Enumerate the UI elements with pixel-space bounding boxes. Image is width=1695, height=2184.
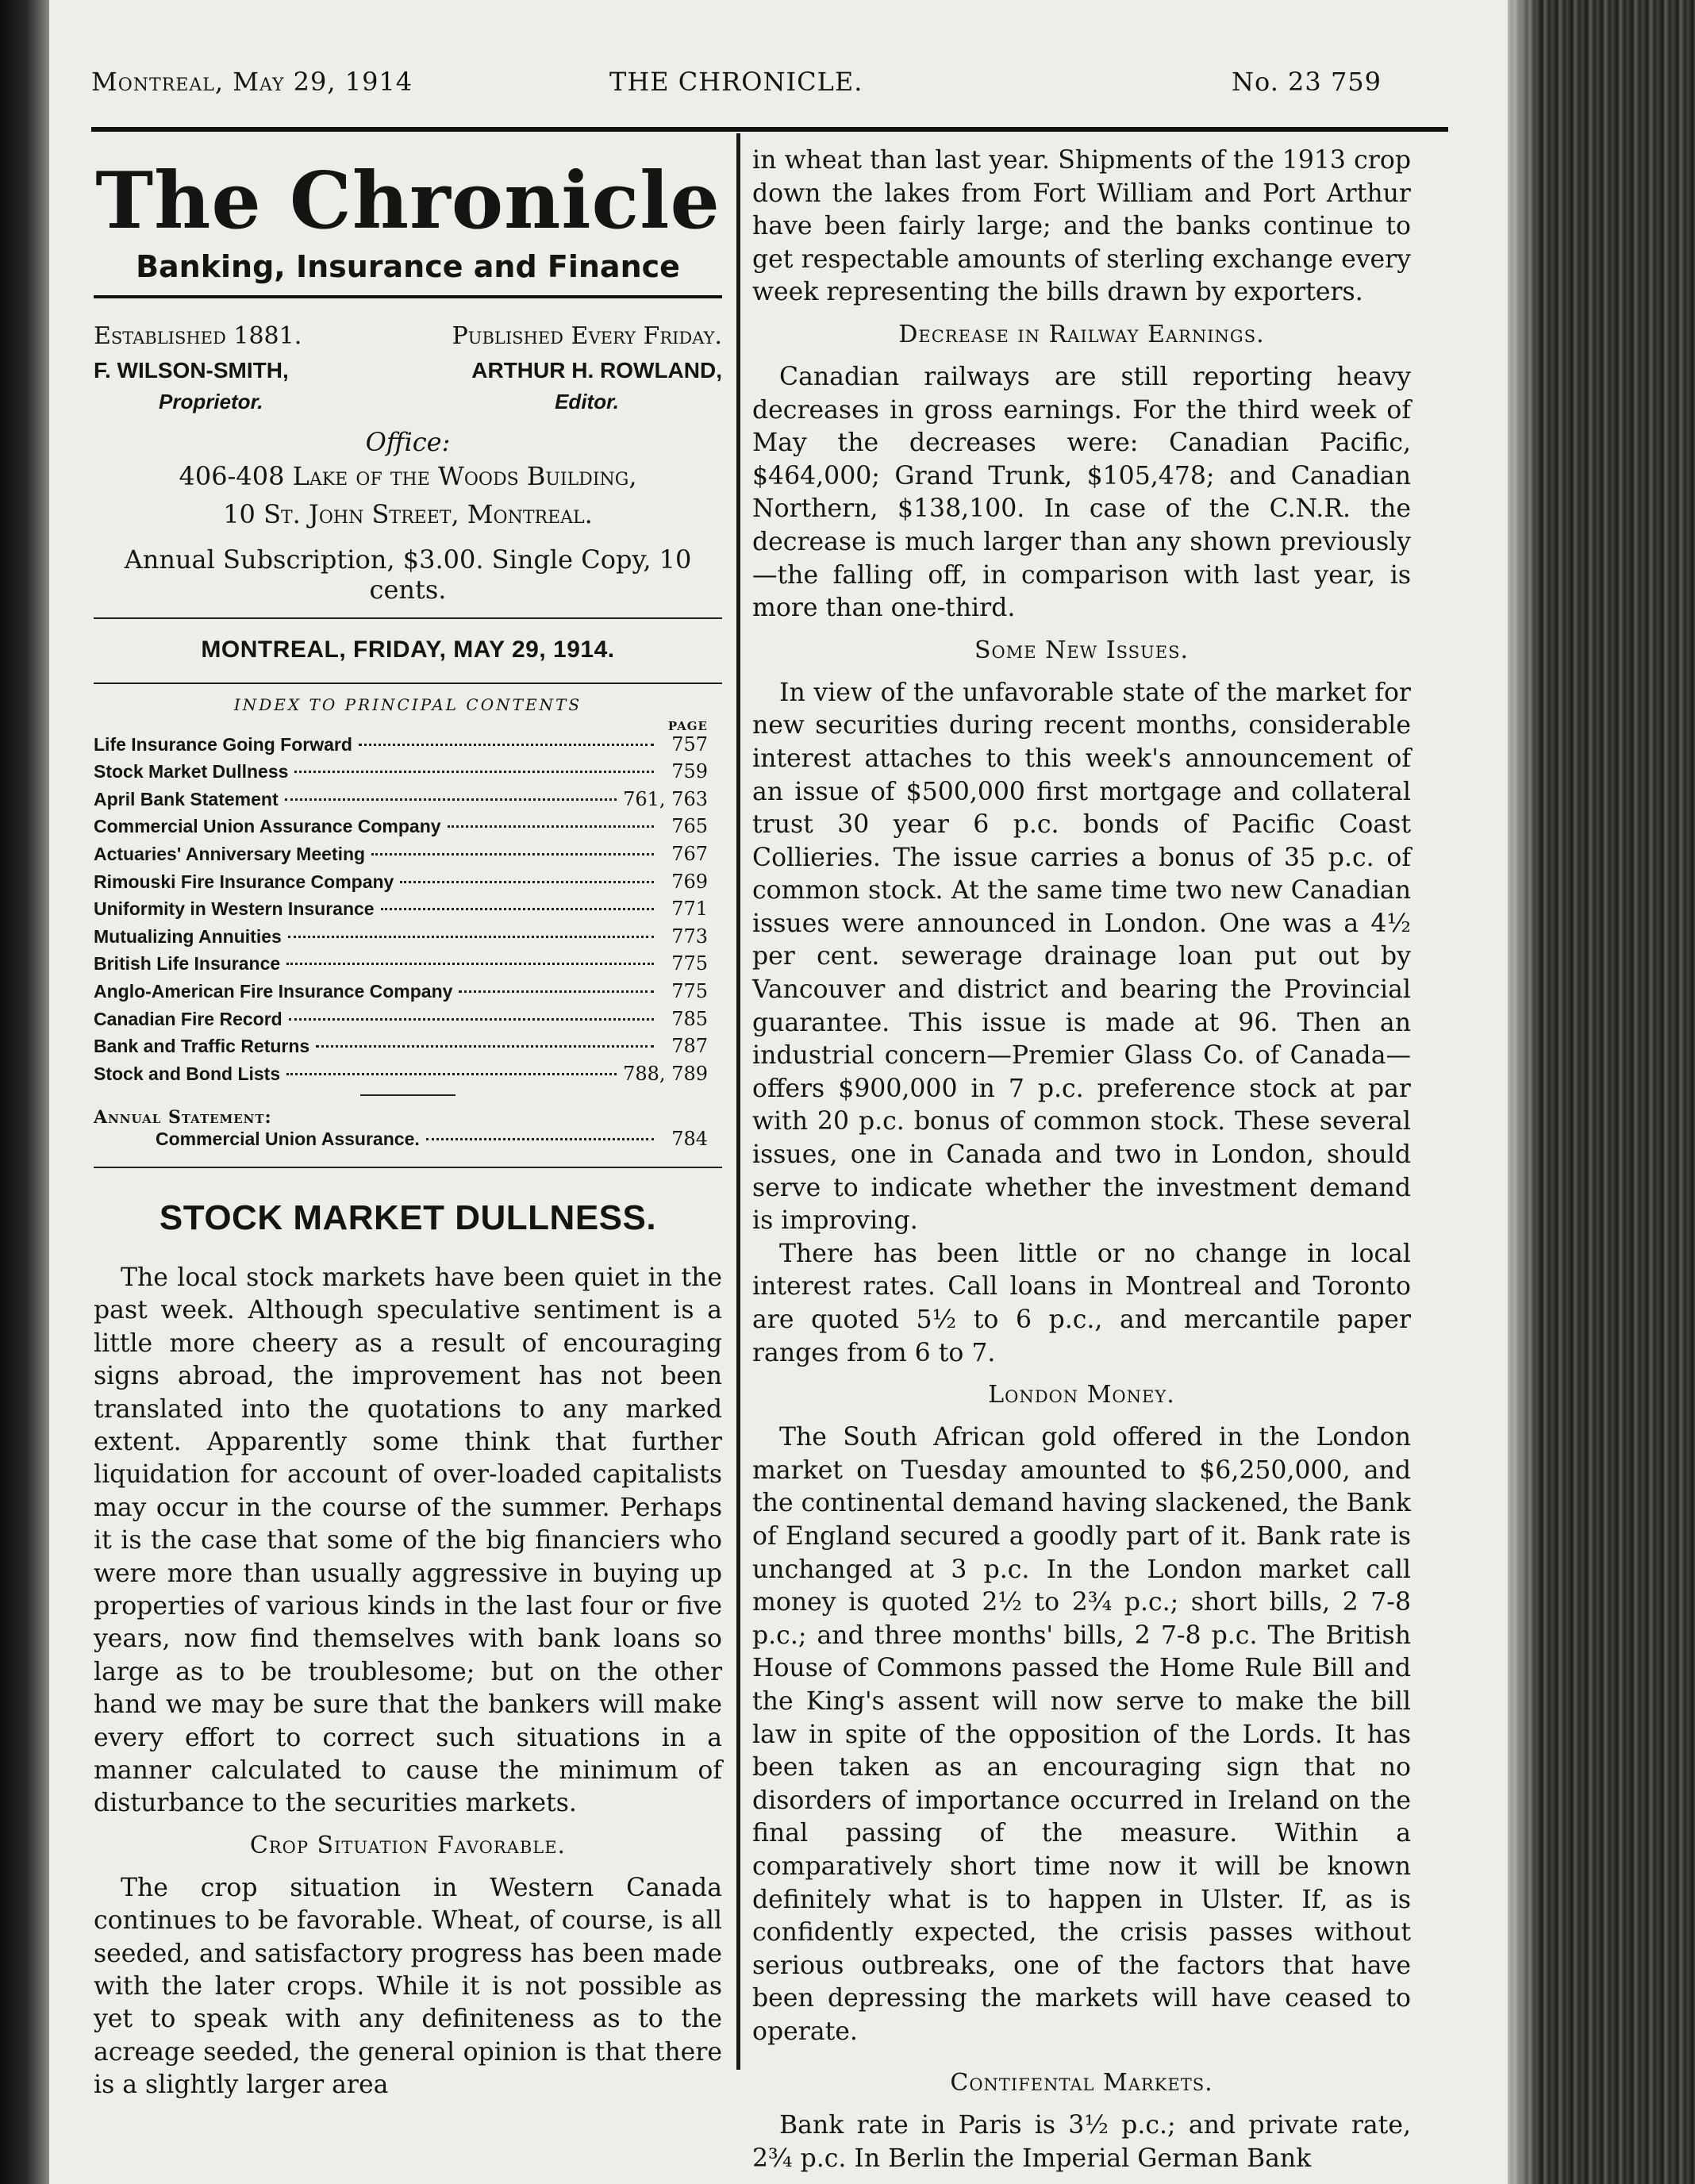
toc-entry [94, 1063, 722, 1090]
article-paragraph-crop: The crop situation in Western Canada continues to be favorable. Wheat, of course, is all seeded, and satisfactory progress has been made with the later crops. While it is not possible as yet to speak with any definiteness as to the acreage seeded, the general opinion is that there is a slightly larger area [94, 1873, 722, 2100]
running-head-title: THE CHRONICLE. [609, 67, 863, 97]
toc-entry [94, 952, 722, 980]
toc-leader-dots [294, 771, 654, 773]
toc-entry-title: Life Insurance Going Forward [94, 733, 352, 755]
toc-entry [94, 843, 722, 871]
toc-entry-page: 788, 789 [623, 1062, 708, 1085]
toc-leader-dots [285, 798, 617, 801]
staff-roles [94, 387, 722, 417]
proprietor-role: Proprietor. [159, 389, 263, 413]
subhead-london-money: London Money. [988, 1381, 1175, 1409]
publication-info [94, 319, 722, 354]
toc-entry-page: 759 [671, 760, 708, 783]
issue-date-rule [94, 682, 722, 684]
index-end-rule [94, 1167, 722, 1168]
toc-entry-page: 773 [671, 925, 708, 948]
article-paragraph-railway: Canadian railways are still reporting heavy decreases in gross earnings. For the third week of May the decreases were: Canadian Pacific, $464,000; Grand Trunk, $105,478; and Canadian Northern, $138,100. In case of the C.N.R. the decrease is much larger than any shown previously—the falling off, in comparison with last year, is more than one-third. [752, 362, 1411, 623]
toc-entry-page: 757 [671, 732, 708, 756]
office-address-line1: 406-408 Lake of the Woods Building, [179, 460, 637, 491]
subscription-line: Annual Subscription, $3.00. Single Copy, 10 cents. [124, 544, 692, 605]
index-page-header: PAGE [667, 718, 708, 733]
toc-entry [94, 980, 722, 1008]
toc-entry-page: 765 [671, 815, 708, 838]
annual-statement-heading: Annual Statement: [94, 1107, 272, 1129]
toc-entry-page: 769 [671, 870, 708, 893]
subhead-railway-earnings: Decrease in Railway Earnings. [898, 320, 1265, 348]
published-line: Published Every Friday. [452, 321, 722, 350]
toc-leader-dots [448, 825, 654, 828]
article-paragraph-crop-continued: in wheat than last year. Shipments of the 1913 crop down the lakes from Fort William and Port Arthur have been fairly large; and the banks continue to get respectable amounts of sterling exchange every week representing the bills drawn by exporters. [752, 146, 1411, 307]
article-paragraph-new-issues: In view of the unfavorable state of the market for new securities during recent months, considerable interest attaches to this week's announcement of an issue of $500,000 first mortgage and collateral trust 30 year 6 p.c. bonds of Pacific Coast Collieries. The issue carries a bonus of 35 p.c. of common stock. At the same time two new Canadian issues were announced in London. One was a 4½ per cent. sewerage drainage loan put out by Vancouver and district and bearing the Provincial guarantee. This issue is made at 96. Then an industrial concern—Premier Glass Co. of Canada—offers $900,000 in 7 p.c. preference stock at par with 20 p.c. bonus of common stock. These several issues, one in Canada and two in London, should serve to indicate whether the investment demand is improving. [752, 678, 1411, 1236]
toc-leader-dots [289, 1018, 654, 1021]
toc-entry [94, 788, 722, 816]
toc-leader-dots [286, 963, 654, 965]
office-label: Office: [365, 426, 451, 457]
toc-entry [94, 733, 722, 761]
toc-entry-title: Stock Market Dullness [94, 761, 289, 782]
toc-entry-page: 761, 763 [623, 787, 708, 810]
toc-entry-title: Commercial Union Assurance. [156, 1129, 420, 1150]
article-title: STOCK MARKET DULLNESS. [159, 1198, 657, 1237]
toc-entry [94, 760, 722, 788]
toc-entry-page: 775 [671, 979, 708, 1002]
toc-entry [94, 871, 722, 898]
toc-entry-title: April Bank Statement [94, 788, 279, 809]
article-paragraph-interest-rates: There has been little or no change in local interest rates. Call loans in Montreal and Toronto are quoted 5½ to 6 p.c., and mercantile paper ranges from 6 to 7. [752, 1239, 1411, 1367]
running-head-date: Montreal, May 29, 1914 [91, 67, 413, 97]
running-head-page-number: No. 23 759 [1232, 67, 1382, 97]
toc-entry [94, 898, 722, 925]
toc-leader-dots [400, 881, 654, 883]
right-column [752, 144, 1411, 2176]
editor-role: Editor. [555, 389, 619, 413]
book-page-edges [1508, 0, 1695, 2184]
index-title: INDEX TO PRINCIPAL CONTENTS [233, 694, 582, 714]
toc-entry-title: Commercial Union Assurance Company [94, 816, 441, 837]
article-paragraph-london-money: The South African gold offered in the London market on Tuesday amounted to $6,250,000, and the continental demand having slackened, the Bank of England secured a goodly part of it. Bank rate is unchanged at 3 p.c. In the London market call money is quoted 2½ to 2¾ p.c.; short bills, 2 7-8 p.c.; and three months' bills, 2 7-8 p.c. The British House of Commons passed the Home Rule Bill and the King's assent will now serve to make the bill law in spite of the opposition of the Lords. It has been taken as an encouraging sign that no disorders of importance occurred in Ireland on the final passing of the measure. Within a comparatively short time now it will be known definitely what is to happen in Ulster. If, as is confidently expected, the crisis passes without serious outbreaks, one of the factors that have been depressing the markets will have ceased to operate. [752, 1423, 1411, 2046]
toc-leader-dots [459, 990, 654, 993]
table-of-contents [94, 733, 722, 1090]
toc-entry-page: 787 [671, 1035, 708, 1058]
toc-entry [94, 1008, 722, 1036]
staff-names [94, 355, 722, 387]
toc-entry-title: Uniformity in Western Insurance [94, 898, 375, 920]
masthead-rule [94, 295, 722, 298]
toc-entry [94, 1035, 722, 1063]
toc-entry-title: British Life Insurance [94, 953, 281, 975]
column-rule [736, 133, 740, 2070]
proprietor-name: F. WILSON-SMITH, [94, 358, 289, 383]
article-paragraph-1: The local stock markets have been quiet in the past week. Although speculative sentiment is a little more cheery as a result of encouraging signs abroad, the improvement has not been translated into the quotations to any marked extent. Apparently some think that further liquidation for account of over-loaded capitalists may occur in the course of the summer. Perhaps it is the case that some of the big financiers who were more than usually aggressive in buying up properties of various kinds in the last four or five years, now find themselves with bank loans so large as to be troublesome; but on the other hand we may be sure that the bankers will make every effort to correct such situations in a manner calculated to cause the minimum of disturbance to the securities markets. [94, 1263, 722, 1818]
toc-entry-page: 785 [671, 1007, 708, 1030]
toc-entry-page: 775 [671, 952, 708, 975]
subhead-crop-situation: Crop Situation Favorable. [249, 1831, 567, 1859]
toc-entry-title: Stock and Bond Lists [94, 1063, 281, 1084]
toc-entry-page: 771 [671, 898, 708, 921]
toc-entry-title: Bank and Traffic Returns [94, 1036, 310, 1057]
header-rule [91, 127, 1448, 132]
toc-leader-dots [426, 1138, 654, 1140]
office-address-line2: 10 St. John Street, Montreal. [223, 498, 593, 529]
editor-name: ARTHUR H. ROWLAND, [471, 358, 722, 383]
toc-entry-page: 784 [671, 1128, 708, 1151]
subhead-continental-markets: Contifental Markets. [950, 2069, 1213, 2097]
issue-date: MONTREAL, FRIDAY, MAY 29, 1914. [201, 636, 615, 663]
toc-entry [94, 925, 722, 953]
annual-statement-list [94, 1128, 722, 1155]
masthead-subtitle: Banking, Insurance and Finance [136, 248, 680, 284]
toc-entry-page: 767 [671, 842, 708, 865]
subscription-rule [94, 617, 722, 619]
toc-entry-title: Actuaries' Anniversary Meeting [94, 843, 366, 864]
toc-entry-title: Rimouski Fire Insurance Company [94, 871, 394, 892]
toc-leader-dots [288, 936, 654, 938]
toc-entry-title: Mutualizing Annuities [94, 925, 282, 947]
toc-entry-title: Anglo-American Fire Insurance Company [94, 980, 453, 1002]
established-line: Established 1881. [94, 321, 302, 350]
toc-entry [94, 815, 722, 843]
left-column [94, 144, 722, 2102]
binding-shadow [0, 0, 49, 2184]
masthead-title: The Chronicle [95, 156, 721, 247]
toc-leader-dots [381, 908, 654, 910]
subhead-new-issues: Some New Issues. [974, 636, 1190, 664]
toc-entry-title: Canadian Fire Record [94, 1008, 282, 1029]
toc-leader-dots [286, 1073, 617, 1075]
article-paragraph-continental: Bank rate in Paris is 3½ p.c.; and private rate, 2¾ p.c. In Berlin the Imperial German Bank [752, 2111, 1411, 2174]
toc-leader-dots [316, 1045, 654, 1048]
toc-entry [94, 1128, 722, 1155]
toc-leader-dots [371, 853, 654, 856]
toc-leader-dots [359, 744, 654, 746]
index-short-rule [360, 1094, 455, 1096]
